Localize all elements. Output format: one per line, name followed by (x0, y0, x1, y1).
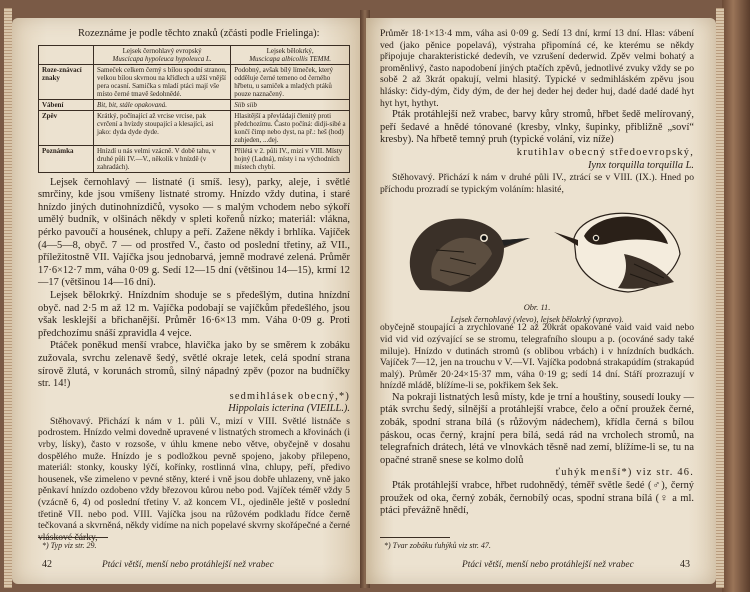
species-name-shrike: ťuhýk menší*) viz str. 46. (555, 467, 694, 479)
col2-title: Lejsek bělokrký, (266, 46, 314, 55)
left-running-head: Ptáci větší, menší nebo protáhlejší než vrabec (102, 560, 274, 570)
species-name-icterine: sedmihlásek obecný,*) (229, 390, 350, 402)
paragraph-wryneck-description: Pták protáhlejší než vrabec, barvy kůry stromů, hřbet šedě melírovaný, peří šedavé a hnědé tónované (kresby, vlnky, šupinky, přibližně „soví“ kresby). Na hřbetě temný pruh (typické volání, viz níže) (380, 109, 694, 146)
paragraph-icterine-description: Ptáček poněkud menší vrabce, hlavička jako by se směrem k zobáku zužovala, svrchu zelenavě šedý, světlé okraje letek, celá spodní strana sírově žlutá, v korunách stromů, silný nápadný zpěv (pozor na budníčky str. 14!) (38, 340, 350, 390)
book-cover-right (722, 0, 750, 592)
col1-title: Lejsek černohlavý evropský (122, 46, 202, 55)
footnote-rule (38, 537, 108, 538)
species-latin-icterine: Hippolais icterina (VIEILL.). (228, 403, 350, 415)
figure-number: Obr. 11. (523, 302, 551, 312)
paragraph-shrike-description: Na pokraji listnatých lesů místy, kde je trní a houštiny, sousedí louky — pták svrchu šedý, silnější a protáhlejší vrabce, čelo a oční proužek černé, zobák, spodní strana bílá (s růžovým nádechem), křídla černá s bílou páskou, ocas černý, krajní pera bílá, sedá rád na vrcholech stromů, na telegrafních drátech, létá ve vlnovkách těsně nad zemí, blížíme-li se, tu na opačné straně snese se kolmo dolů (380, 391, 694, 466)
pied-flycatcher-head (410, 219, 530, 292)
left-page-number: 42 (42, 559, 52, 570)
paragraph-wryneck-nesting: obyčejně stoupající a zrychlované 12 až 20krát opakované vaid vaid vaid nebo vid vid vid ozývající se se stromu, telegrafního sloupu a p. (ocováné sady také miluje). Hnízdo v dutinách stromů (s oblibou vrbách) i v hnízdních budkách. Vajíček 7—12, jen na trouchu v V.—VI. Vajíčka podobná strakapúdím (strakapúd malý). Průměr 20·24×15·37 mm, váha 0·19 g; sedí 14 dní. Stáří prozrazují v hnízdě mládě, blížíme-li se, pokřikem šek šek. (380, 322, 694, 392)
row-label: Poznámka (39, 145, 94, 172)
figure-caption: Lejsek černohlavý (vlevo), lejsek bělokrký (vpravo). (450, 314, 624, 324)
species-latin-wryneck: Iynx torquilla torquilla L. (587, 159, 694, 171)
table-corner (39, 45, 94, 64)
col1-latin: Muscicapa hypoleuca hypoleuca L. (112, 54, 212, 63)
table-row (39, 145, 350, 172)
page-edges-left (4, 8, 12, 588)
table-cell: Přilétá v 2. půli IV., mizí v VIII. Místy hojný (Ladná), místy i na východních místech chybí. (231, 145, 350, 172)
paragraph-next-species: Pták protáhlejší vrabce, hřbet rudohnědý, téměř světle šedé (♂), černý proužek od oka, černý zobák, černobílý ocas, spodní strana bílá (♀ a ml. ptáci převážně hnědí, (380, 480, 694, 517)
paragraph-icterine-song: Průměr 18·1×13·4 mm, váha asi 0·09 g. Sedí 13 dní, krmí 13 dní. Hlas: vábení ved (jako pěnice popelavá), výstraha připomíná cé, ke kterému se někdy připojuje charakteristické dedevíh, ve vzrušení dederwid. Zpěv velmi bohatý a proměnlivý, často napodobení jiných ptačích zpěvů, jednotlivé zvuky vždy se po sobě 2 až 3krát opakují, velmi hlasitý. Typické v sedmihláském zpěvu jsou hlásky: čidy-dým, čidy dým, de der hej deder hej deder huj, dadé dadé dadé hyt hyt hyt, hythyt. (380, 28, 694, 109)
comparison-table (38, 45, 350, 173)
right-footnote: *) Tvar zobáku ťuhýků viz str. 47. (384, 541, 491, 550)
row-label: Vábení (39, 99, 94, 110)
table-cell: Podobný, avšak bílý límeček, který odděluje černé temeno od černého hřbetu, u samiček a mladých ptáků pouze naznačený. (231, 64, 350, 99)
table-cell: Hnízdí u nás velmi vzácně. V době tahu, v druhé půli IV.—V., několik v hnízdě (v zahradách). (94, 145, 231, 172)
paragraph-wryneck-migration: Stěhovavý. Přichází k nám v druhé půli IV., ztrácí se v VIII. (IX.). Hned po příchodu prozradí se typickým voláním: hlasité, (380, 172, 694, 195)
footnote-rule (380, 537, 450, 538)
table-cell: Bit, bit, stále opakovaná. (94, 99, 231, 110)
table-row (39, 99, 350, 110)
col2-latin: Muscicapa albicollis TEMM. (249, 54, 332, 63)
flycatcher-illustration (380, 198, 694, 324)
left-footnote: *) Typ viz str. 29. (42, 541, 97, 550)
right-running-head: Ptáci větší, menší nebo protáhlejší než vrabec (462, 560, 634, 570)
table-row (39, 110, 350, 145)
left-page-body (38, 28, 350, 543)
flycatcher-heads-drawing (380, 198, 694, 298)
table-cell: Sameček celkem černý s bílou spodní stranou, velkou bílou skvrnou na křídlech a užší vnější pera ocasní. Samička s mladí ptáci mají vše místo černé tmavě šedohnědé. (94, 64, 231, 99)
collared-flycatcher-head (554, 214, 680, 293)
table-col2-header (231, 45, 350, 64)
page-edges-right (716, 8, 724, 588)
table-cell: Siib siib (231, 99, 350, 110)
right-page-body (380, 28, 694, 518)
table-col1-header (94, 45, 231, 64)
row-label: Zpěv (39, 110, 94, 145)
table-intro: Rozeznáme je podle těchto znaků (zčásti podle Frielinga): (78, 28, 320, 39)
table-cell: Krátký, počínající až vrcise vrcise, pak cvrčení a hvízdy stoupající a klesající, asi jako: dyda dyde dyde. (94, 110, 231, 145)
paragraph-icterine-nesting: Stěhovavý. Přichází k nám v 1. půli V., mizí v VIII. Světlé listnáče s podrostem. Hnízdo velmi dovedně upravené v listnatých stromech a křovinách (i vrby, lísky), často v rozsoše, v úhlu kmene nebo větve, obyčejně v dosahu dospělého muže. Hnízdo je s podložkou pevně spojeno, jakoby přilepeno, materiál: stonky, kousky lýčí, kořínky, rostlinná vlna, chlupy, peří, předivo housenek, vše zimeleno v pevné stěny, které i vně jsou dobře uhlazeny, vně jako pěnkaví hnízdo ozdobeno vždy březovou kůrou nebo pod. Vajíček téměř vždy 5 (vzácně 6, 4) od poslední třetiny V. až koncem VI., ojediněle ještě v poslední třetině VII. nebo pod. VIII. Vajíčka jsou na růžovém podkladu řídce černě tečkovaná a skvrněná, někdy vidíme na nich popelavé skvrny skořápečné a černé vláskové čárky, (38, 415, 350, 543)
paragraph-pied-flycatcher: Lejsek černohlavý — listnaté (i smíš. lesy), parky, aleje, i světlé smrčiny, kde jsou vmíšeny listnaté stromy. Hnízdo vždy dutina, i staré hnízdo jiných dutinohnízdičů, vysoko — s malým vchodem nebo sýkoří umělý budník, v olšinách někdy v spleti kořenů nízko; materiál: vláknа, pérko pavoučí a housének, chlupy a peří. Zažene někdy i brhlíka. Vajíček (4—5—8, obyč. 7 — od prostřed V., často od poslední třetiny, až VII., příležitostně VII. Vajíčka jsou jednobarvá, jemně modravé zelená. Průměr 17·6×12·7 mm, váha 0·09 g. Sedí 12—15 dní (většinou 14—15), krmí 12—17 (většinou 14—16 dní). (38, 176, 350, 289)
right-page-number: 43 (680, 559, 690, 570)
table-cell: Hlasitější a převládají členitý proti předchozímu. Často počíná: didji-sibé a končí čimp nebo dyst, na př.: heš (hod) zuhjeden, ...dej. (231, 110, 350, 145)
right-page (366, 18, 716, 584)
row-label: Roze-znávací znaky (39, 64, 94, 99)
species-name-wryneck: krutihlav obecný středoevropský, (516, 146, 694, 158)
table-row (39, 64, 350, 99)
paragraph-collared-flycatcher: Lejsek bělokrký. Hnízdním shoduje se s předešlým, dutina hnízdní obyč. nad 2·5 m až 12 m. Vajíčka podobají se vajíčkům předešlého, jsou však lesklejší a břichanější. Průměr 16·6×13 mm. Váha 0·09 g. Proti předchozímu snáší zpravidla 4 vejce. (38, 289, 350, 339)
left-page (12, 18, 364, 584)
